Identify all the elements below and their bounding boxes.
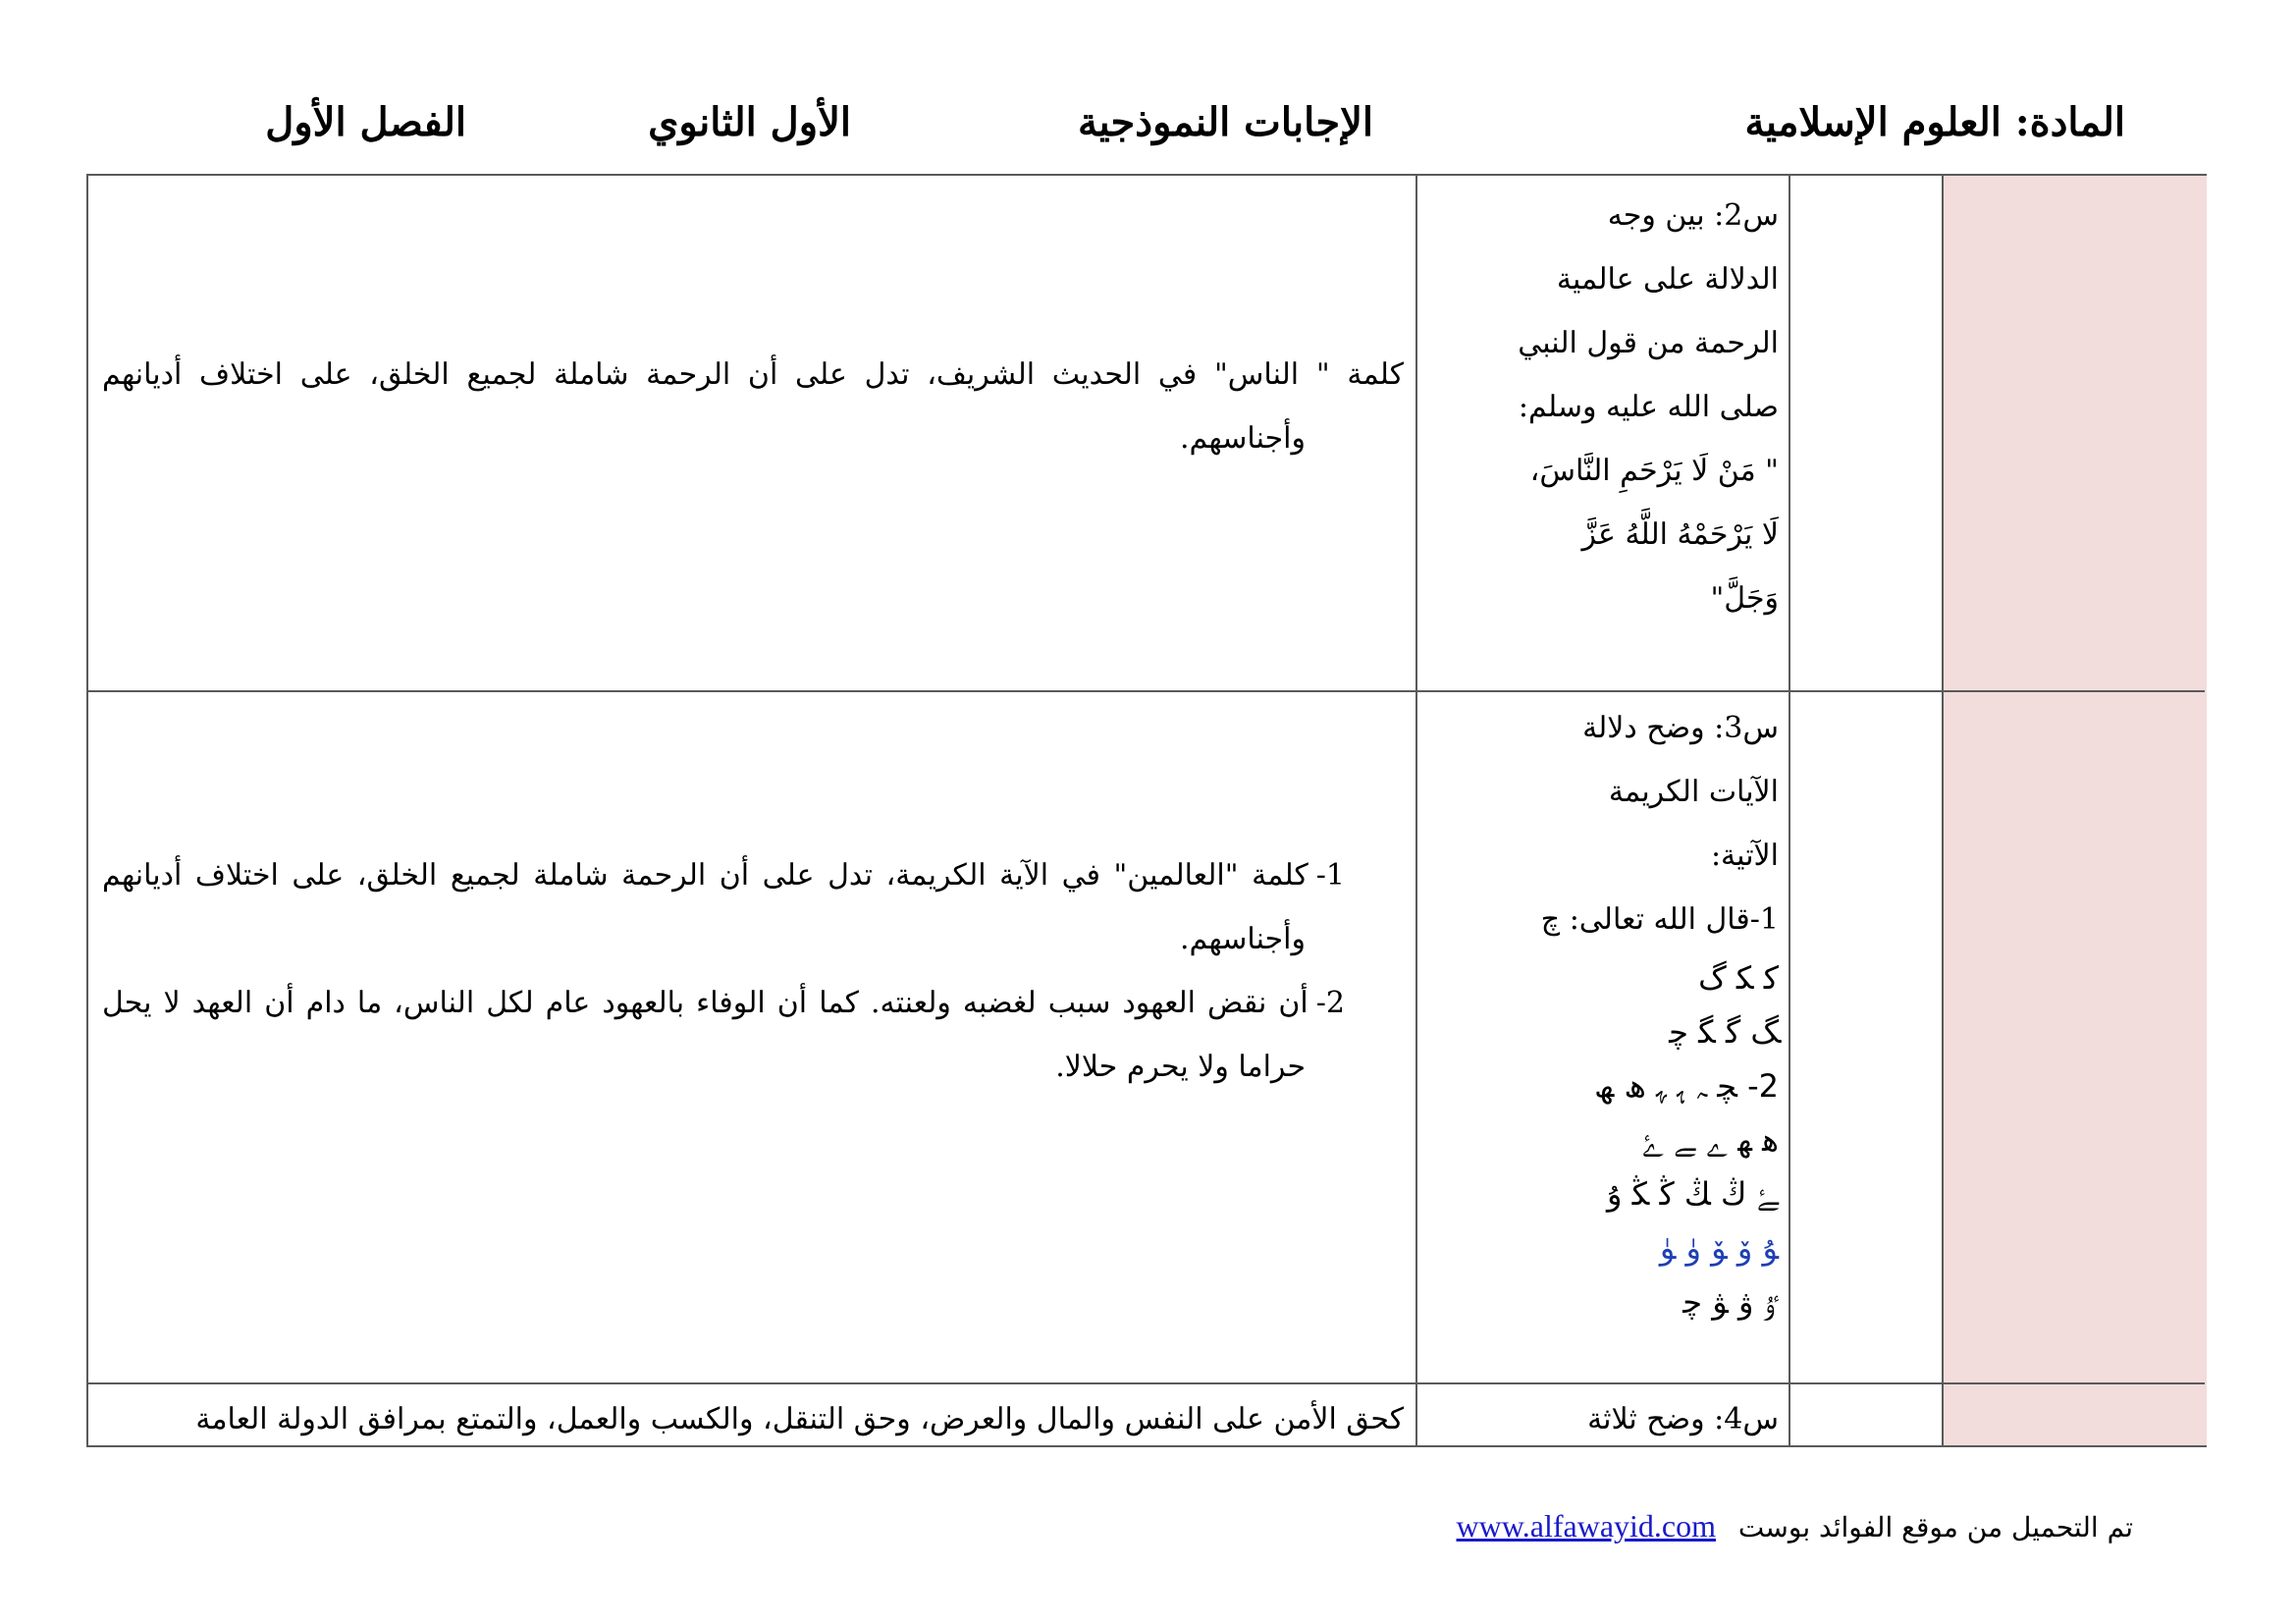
question-line: الآيات الكريمة [1608,775,1779,809]
site-link[interactable]: www.alfawayid.com [1456,1508,1716,1543]
answer-item-text: أن نقض العهود سبب لغضبه ولعنته. كما أن الوفاء بالعهود عام لكل الناس، ما دام أن العهد لا يحل حراما ولا يحرم حلالا. [102,986,1308,1084]
question-3 [1419,696,1779,1329]
answer-item [102,971,1404,1099]
answer-item-number: 1- [1315,858,1345,893]
answer-text: كلمة " الناس" في الحديث الشريف، تدل على أن الرحمة شاملة لجميع الخلق، على اختلاف أديانهم وأجناسهم. [102,357,1404,456]
verse-glyph-line: 2- ﭽ ﮧ ﮨ ﮩ ﮪ ﮫ [1594,1067,1779,1105]
grade-title: الأول الثانوي [648,99,851,145]
answer-item-number: 2- [1315,986,1345,1020]
question-line: صلى الله عليه وسلم: [1518,390,1779,424]
column-divider [1415,176,1417,1445]
question-line: لَا يَرْحَمْهُ اللَّهُ عَزَّ [1581,517,1779,552]
verse-glyph-line: ﯘ ﯙ ﯚ ﯛ ﯜ [1659,1229,1779,1267]
row-divider [88,1382,2205,1384]
question-4 [1419,1387,1779,1451]
verse-glyph-line: ﮐ ﮑ ﮒ [1698,959,1779,997]
answer-text: كحق الأمن على النفس والمال والعرض، وحق التنقل، والكسب والعمل، والتمتع بمرافق الدولة العامة [195,1402,1404,1436]
row-divider [88,690,2205,692]
answer-item [102,843,1404,971]
subject-title: المادة: العلوم الإسلامية [1744,99,2125,145]
question-line: س2: بين وجه [1607,198,1779,233]
question-line: " مَنْ لَا يَرْحَمِ النَّاسَ، [1529,454,1779,488]
answer-4 [102,1387,1404,1451]
model-answers-title: الإجابات النموذجية [1078,99,1373,145]
question-line: الدلالة على عالمية [1556,262,1779,297]
column-divider [1942,176,1944,1445]
shaded-column [1944,176,2207,1445]
question-line: وَجَلَّ" [1710,581,1779,616]
question-2 [1419,184,1779,630]
download-credit [1457,1508,2134,1544]
verse-glyph-line: ﮬ ﮭ ﮮ ﮯ ﮰ [1641,1121,1779,1159]
verse-glyph-line: ﮓ ﮔ ﮕ ﭼ [1669,1013,1779,1051]
term-title: الفصل الأول [265,99,466,145]
answers-table [86,174,2207,1447]
answer-2 [102,343,1404,470]
answer-3 [102,843,1404,1099]
column-divider [1789,176,1790,1445]
question-line: س4: وضح ثلاثة [1587,1402,1779,1436]
answer-item-text: كلمة "العالمين" في الآية الكريمة، تدل على أن الرحمة شاملة لجميع الخلق، على اختلاف أديانهم وأجناسهم. [102,858,1308,956]
question-line: 1-قال الله تعالى: چ [1540,902,1779,937]
download-credit-text: تم التحميل من موقع الفوائد بوست [1737,1511,2133,1543]
verse-glyph-line: ﯝ ﯞ ﯟ ﭼ [1682,1283,1779,1321]
question-line: الآتية: [1710,839,1779,873]
question-line: س3: وضح دلالة [1582,711,1779,745]
verse-glyph-line: ﮱ ﯓ ﯔ ﯕ ﯖ ﯗ [1607,1175,1779,1213]
question-line: الرحمة من قول النبي [1518,326,1779,360]
